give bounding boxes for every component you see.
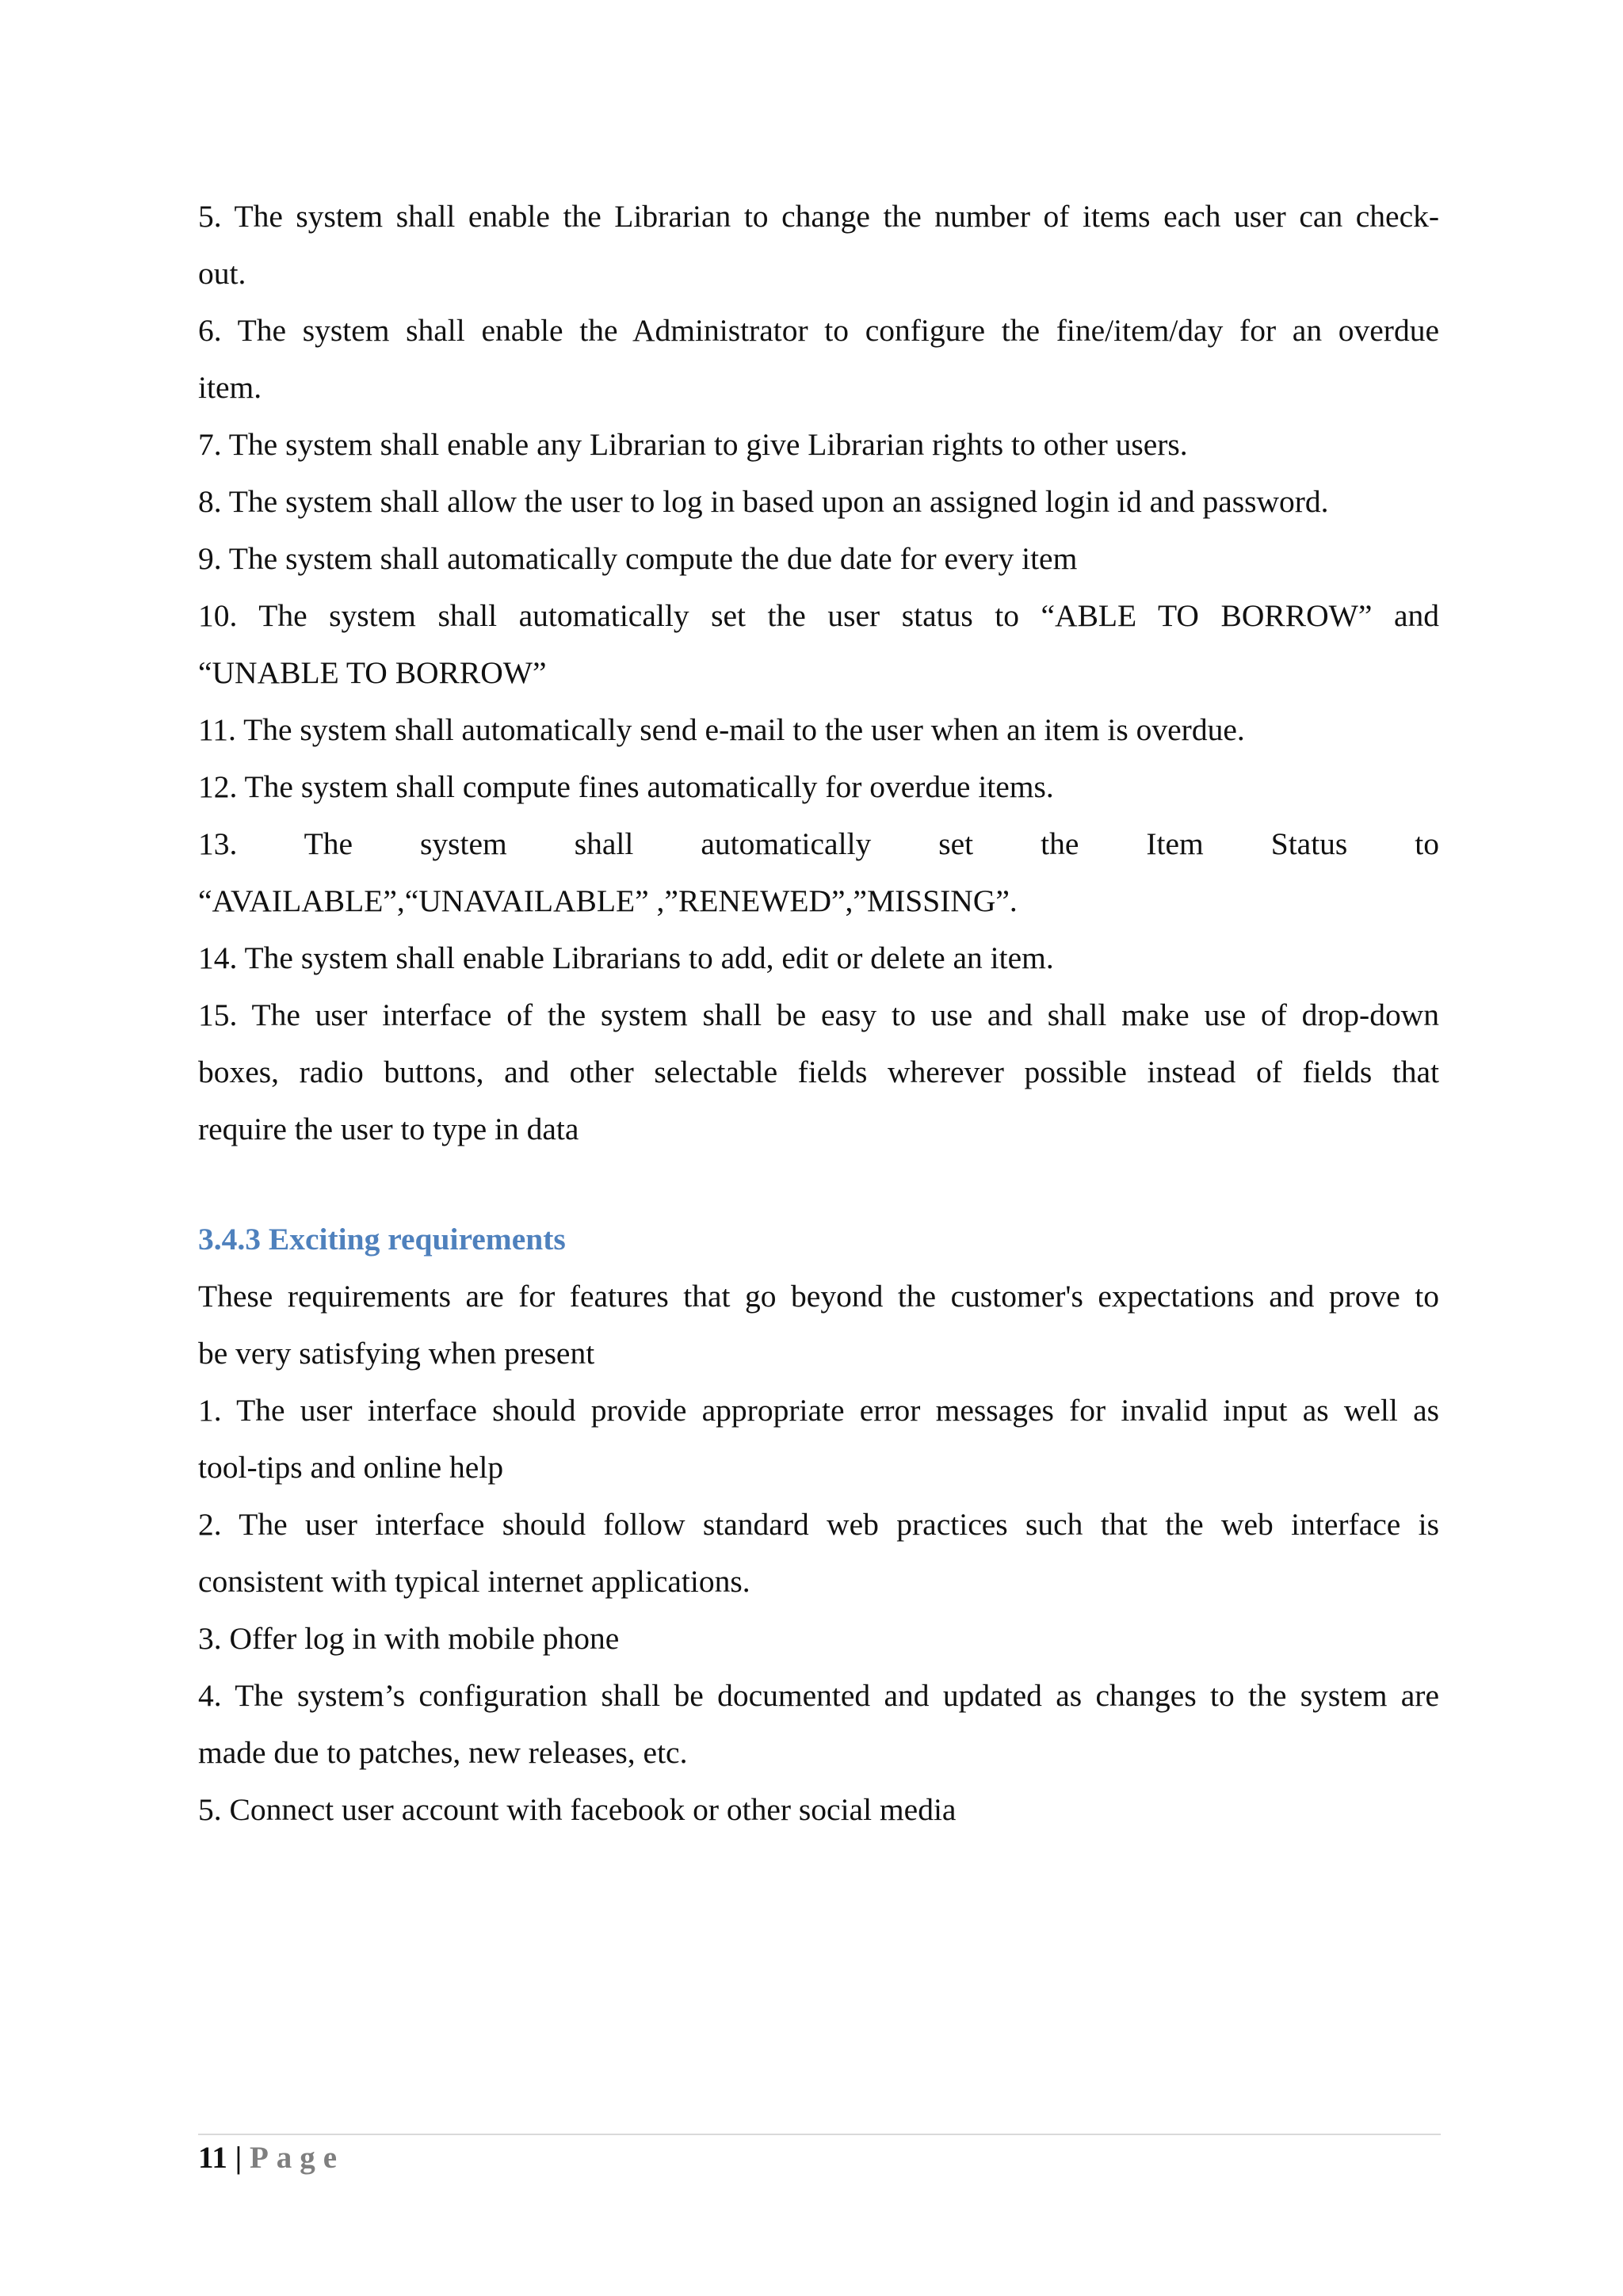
section-line: made due to patches, new releases, etc. [198,1735,688,1770]
requirement-line: 6. The system shall enable the Administrator to configure the fine/item/day for an overdue [198,313,1439,348]
requirement-line: item. [198,370,262,405]
requirement-line: 7. The system shall enable any Librarian to give Librarian rights to other users. [198,427,1188,462]
requirement-line: 10. The system shall automatically set the user status to “ABLE TO BORROW” and [198,598,1439,633]
section-line: 1. The user interface should provide appropriate error messages for invalid input as well as [198,1393,1439,1428]
page-number: 11 [198,2141,227,2175]
requirement-line: require the user to type in data [198,1112,579,1146]
footer-divider [198,2134,1441,2135]
requirement-line: 12. The system shall compute fines automatically for overdue items. [198,769,1054,804]
requirement-line: 15. The user interface of the system shall be easy to use and shall make use of drop-down [198,997,1439,1032]
page-footer [198,2139,345,2177]
section-line: 2. The user interface should follow standard web practices such that the web interface is [198,1507,1439,1542]
section-line: 5. Connect user account with facebook or other social media [198,1792,957,1827]
section-heading: 3.4.3 Exciting requirements [198,1222,566,1257]
requirement-line: boxes, radio buttons, and other selectable fields wherever possible instead of fields that [198,1055,1439,1089]
requirement-line: 14. The system shall enable Librarians to add, edit or delete an item. [198,940,1054,975]
page-label: Page [249,2141,346,2175]
section-line: tool-tips and online help [198,1450,504,1485]
requirement-line: out. [198,256,246,291]
requirement-line: 13. The system shall automatically set the Item Status to [198,826,1439,861]
requirement-line: “UNABLE TO BORROW” [198,655,547,690]
requirement-line: 5. The system shall enable the Librarian to change the number of items each user can check- [198,199,1439,234]
section-line: consistent with typical internet applications. [198,1564,750,1599]
requirement-line: 9. The system shall automatically compute the due date for every item [198,541,1078,576]
section-line: be very satisfying when present [198,1336,595,1371]
section-line: 4. The system’s configuration shall be documented and updated as changes to the system are [198,1678,1439,1713]
section-line: 3. Offer log in with mobile phone [198,1621,620,1656]
requirement-line: “AVAILABLE”,“UNAVAILABLE” ,”RENEWED”,”MISSING”. [198,883,1018,918]
footer-separator: | [235,2141,242,2175]
requirement-line: 8. The system shall allow the user to log in based upon an assigned login id and password. [198,484,1329,519]
section-line: These requirements are for features that go beyond the customer's expectations and prove to [198,1279,1439,1314]
requirement-line: 11. The system shall automatically send e-mail to the user when an item is overdue. [198,712,1245,747]
